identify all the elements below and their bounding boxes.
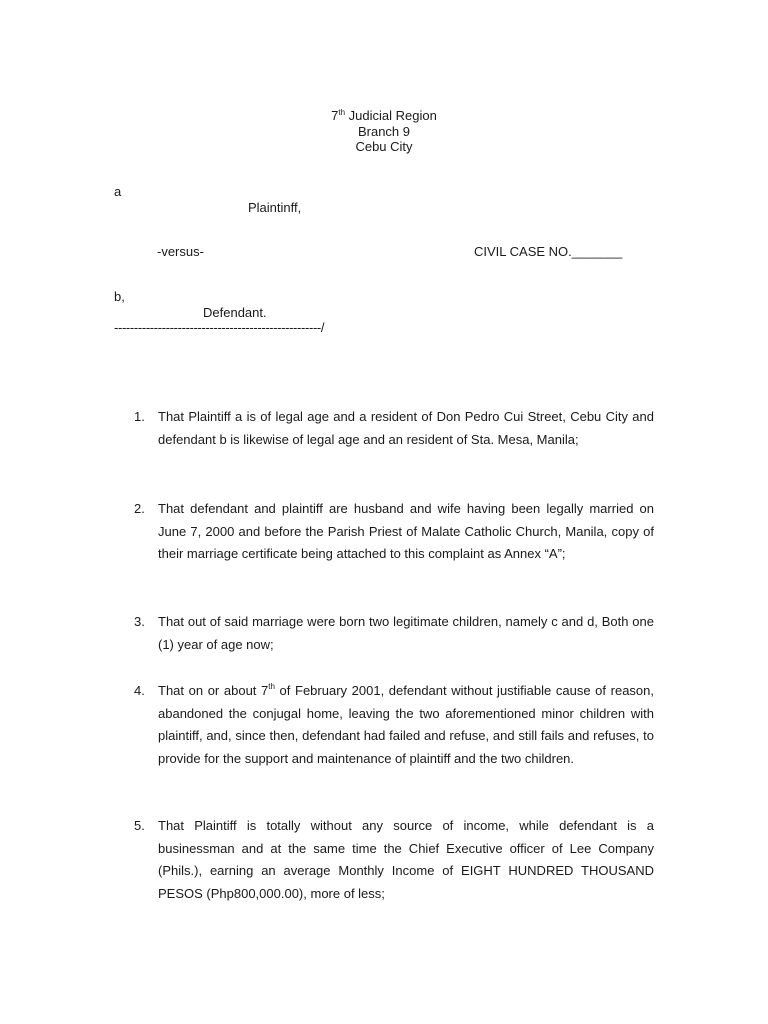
defendant-label: Defendant. xyxy=(203,305,267,320)
city: Cebu City xyxy=(355,139,413,154)
defendant-name: b, xyxy=(114,289,125,304)
paragraph-1: That Plaintiff a is of legal age and a resident of Don Pedro Cui Street, Cebu City and defendant b is likewise of legal age and an resident of Sta. Mesa, Manila; xyxy=(158,409,654,447)
caption-separator: ----------------------------------------------------/ xyxy=(114,320,325,335)
paragraph-4-sup: th xyxy=(268,682,275,691)
versus-label: -versus- xyxy=(157,244,204,259)
plaintiff-label: Plaintinff, xyxy=(248,200,302,215)
paragraph-number: 1. xyxy=(134,409,145,424)
court-header xyxy=(0,108,768,155)
paragraph-number: 3. xyxy=(134,614,145,629)
paragraph-2: That defendant and plaintiff are husband and wife having been legally married on June 7, 2000 and before the Parish Priest of Malate Catholic Church, Manila, copy of their marriage certificate being attached to this complaint as Annex “A”; xyxy=(158,501,654,561)
paragraph-number: 4. xyxy=(134,683,145,698)
paragraph-number: 2. xyxy=(134,501,145,516)
plaintiff-name: a xyxy=(114,184,122,199)
paragraph-4-text-before: That on or about 7 xyxy=(158,683,269,698)
paragraph-4 xyxy=(158,680,654,770)
judicial-region xyxy=(0,108,768,124)
paragraph-number: 5. xyxy=(134,818,145,833)
paragraph-5: That Plaintiff is totally without any source of income, while defendant is a businessman and at the same time the Chief Executive officer of Lee Company (Phils.), earning an average Monthly Income of EIGHT HUNDRED THOUSAND PESOS (Php800,000.00), more of less; xyxy=(158,818,654,901)
civil-case-number: CIVIL CASE NO._______ xyxy=(474,244,623,259)
paragraph-4-text-after: of February 2001, defendant without justifiable cause of reason, abandoned the conjugal home, leaving the two aforementioned minor children with plaintiff, and, since then, defendant had failed and refuse, and still fails and refuses, to provide for the support and maintenance of plaintiff and the two children. xyxy=(158,683,654,766)
region-rest: Judicial Region xyxy=(345,108,437,123)
region-ordinal: 7 xyxy=(331,108,339,123)
region-suffix: th xyxy=(338,108,346,117)
branch: Branch 9 xyxy=(357,123,411,139)
paragraph-3: That out of said marriage were born two legitimate children, namely c and d, Both one (1) year of age now; xyxy=(158,614,654,652)
